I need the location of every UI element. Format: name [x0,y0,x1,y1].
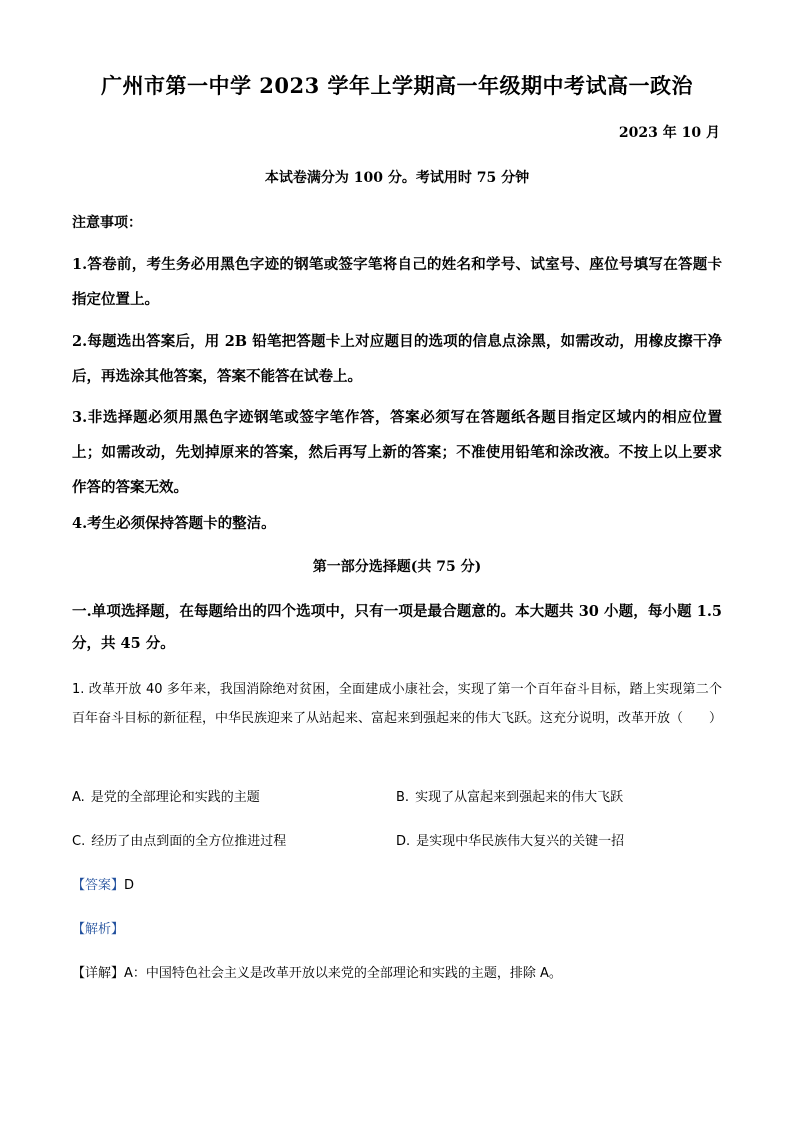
question-1-analysis [72,918,124,937]
notice-heading: 注意事项： [72,215,142,231]
question-1-option-d [396,830,624,849]
question-1-option-b [396,786,623,805]
answer-value: D [124,878,135,893]
exam-date: 2023 年 10 月 [618,125,720,141]
part-one-instructions: 一.单项选择题，在每题给出的四个选项中，只有一项是最合题意的。本大题共 30 小题，每小题 1.5 分，共 45 分。 [72,603,722,652]
option-text: 实现了从富起来到强起来的伟大飞跃 [415,790,624,805]
detail-text: A：中国特色社会主义是改革开放以来党的全部理论和实践的主题，排除 A。 [124,966,562,981]
option-letter: A. [72,790,85,805]
option-text: 经历了由点到面的全方位推进过程 [91,834,287,849]
question-1-stem: 1. 改革开放 40 多年来，我国消除绝对贫困，全面建成小康社会，实现了第一个百年奋斗目标，踏上实现第二个百年奋斗目标的新征程，中华民族迎来了从站起来、富起来到强起来的伟大飞跃。这充分说明，改革开放（ ） [72,682,723,726]
option-letter: C. [72,834,86,849]
option-text: 是实现中华民族伟大复兴的关键一招 [416,834,625,849]
exam-title: 广州市第一中学 2023 学年上学期高一年级期中考试高一政治 [100,73,694,98]
question-1-detail [72,962,562,981]
answer-label: 【答案】 [72,878,125,893]
question-1-option-c [72,830,286,849]
detail-label: 【详解】 [72,966,125,981]
notice-item-2: 2.每题选出答案后，用 2B 铅笔把答题卡上对应题目的选项的信息点涂黑，如需改动，用橡皮擦干净后，再选涂其他答案，答案不能答在试卷上。 [72,333,722,385]
section-title: 第一部分选择题(共 75 分) [312,559,482,575]
notice-item-1: 1.答卷前，考生务必用黑色字迹的钢笔或签字笔将自己的姓名和学号、试室号、座位号填写在答题卡指定位置上。 [72,256,722,308]
option-text: 是党的全部理论和实践的主题 [90,790,260,805]
question-1-option-a [72,786,260,805]
question-1-answer [72,874,134,893]
analysis-label: 【解析】 [72,922,125,937]
option-letter: D. [396,834,411,849]
notice-item-3: 3.非选择题必须用黑色字迹钢笔或签字笔作答，答案必须写在答题纸各题目指定区域内的相应位置上；如需改动，先划掉原来的答案，然后再写上新的答案；不准使用铅笔和涂改液。不按上以上要求作答的答案无效。 [72,409,722,496]
option-letter: B. [396,790,410,805]
exam-subtitle: 本试卷满分为 100 分。考试用时 75 分钟 [264,170,530,186]
notice-item-4: 4.考生必须保持答题卡的整洁。 [72,515,276,532]
